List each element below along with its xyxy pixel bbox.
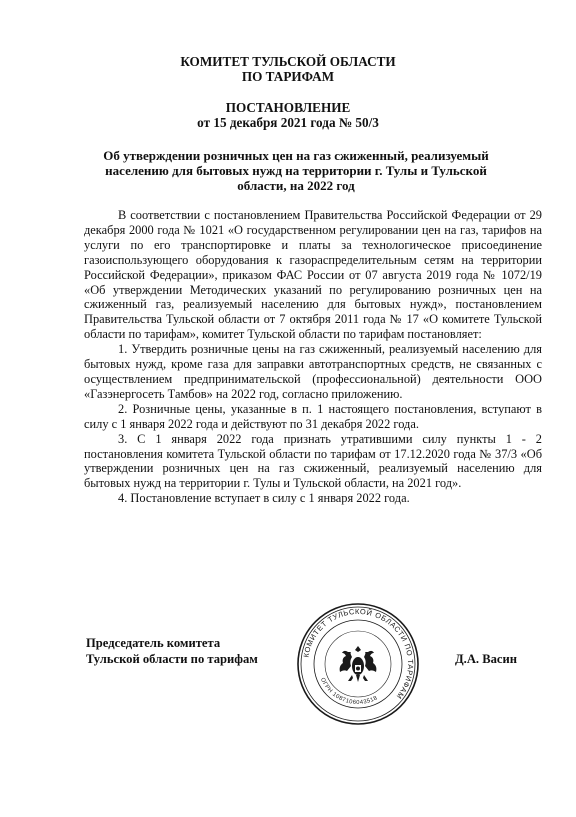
doc-title: Об утверждении розничных цен на газ сжиженный, реализуемый населению для бытовых нужд на территории г. Тулы и Тульской области, на 2022 год (103, 148, 489, 193)
signatory-position-line2: Тульской области по тарифам (86, 651, 258, 666)
svg-text:КОМИТЕТ ТУЛЬСКОЙ ОБЛАСТИ ПО ТА (301, 607, 415, 701)
org-name-line1: КОМИТЕТ ТУЛЬСКОЙ ОБЛАСТИ (180, 54, 396, 69)
seal-ogrn-text: ОГРН 1087106043518 (318, 677, 379, 707)
eagle-emblem-icon (340, 646, 377, 682)
svg-text:ОГРН 1087106043518 (319, 677, 379, 706)
paragraph-2: 2. Розничные цены, указанные в п. 1 настоящего постановления, вступают в силу с 1 января 2022 года и действуют по 31 декабря 2022 года. (84, 401, 542, 431)
paragraph-preamble: В соответствии с постановлением Правительства Российской Федерации от 29 декабря 2000 года № 1021 «О государственном регулировании цен на газ, тарифов на услуги по его транспортировке и платы за технологическое присоединение газоиспользующего оборудования к газораспределительным сетям на территории Российской Федерации», приказом ФАС России от 07 августа 2019 года № 1072/19 «Об утверждении Методических указаний по регулированию розничных цен на сжиженный газ, реализуемый населению для бытовых нужд», постановлением Правительства Тульской области от 7 октября 2011 года № 17 «О комитете Тульской области по тарифам», комитет Тульской области по тарифам постановляет: (84, 208, 542, 342)
official-seal-icon (296, 602, 420, 726)
paragraph-4: 4. Постановление вступает в силу с 1 января 2022 года. (118, 491, 410, 506)
doc-type: ПОСТАНОВЛЕНИЕ (225, 100, 351, 115)
org-name-line2: ПО ТАРИФАМ (241, 69, 335, 84)
org-name (0, 54, 576, 84)
paragraph-1: 1. Утвердить розничные цены на газ сжиженный, реализуемый населению для бытовых нужд, кроме газа для заправки автотранспортных средств, не связанных с осуществлением предпринимательской (профессиональной) деятельности ООО «Газэнергосеть Тамбов» на 2022 год, согласно приложению. (84, 342, 542, 401)
doc-date-number: от 15 декабря 2021 года № 50/3 (197, 115, 379, 130)
signatory-position-line1: Председатель комитета (86, 636, 221, 650)
doc-body (84, 208, 542, 506)
signatory-name: Д.А. Васин (455, 652, 518, 666)
signatory-position (86, 636, 258, 667)
doc-heading (0, 100, 576, 130)
paragraph-3: 3. С 1 января 2022 года признать утратившими силу пункты 1 - 2 постановления комитета Тульской области по тарифам от 17.12.2020 года № 37/3 «Об утверждении розничных цен на газ сжиженный, реализуемый населению для бытовых нужд на территории г. Тулы и Тульской области, на 2021 год». (84, 431, 542, 491)
seal-ring-text: КОМИТЕТ ТУЛЬСКОЙ ОБЛАСТИ ПО ТАРИФАМ (301, 606, 416, 701)
